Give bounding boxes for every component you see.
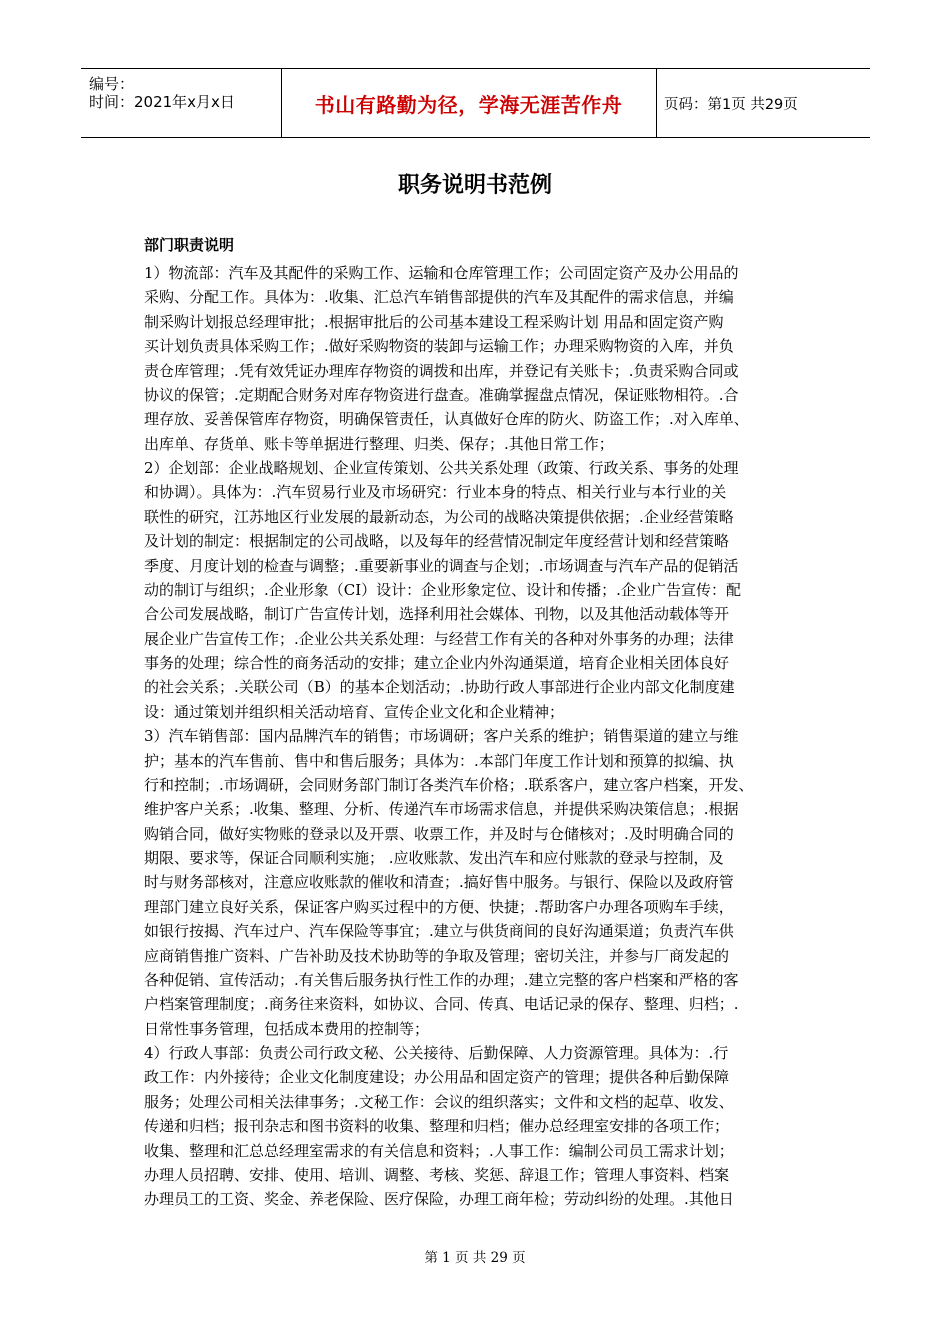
body-text-line: 1）物流部：汽车及其配件的采购工作、运输和仓库管理工作；公司固定资产及办公用品的 [144, 264, 739, 282]
document-body [144, 261, 824, 1212]
body-text-line: 联性的研究，江苏地区行业发展的最新动态，为公司的战略决策提供依据；.企业经营策略 [144, 507, 734, 526]
body-text-line: 护；基本的汽车售前、售中和售后服务；具体为：.本部门年度工作计划和预算的拟编、执 [144, 751, 734, 770]
body-text-line: 收集、整理和汇总总经理室需求的有关信息和资料；.人事工作：编制公司员工需求计划； [144, 1141, 734, 1160]
header-motto: 书山有路勤为径，学海无涯苦作舟 [314, 92, 623, 117]
body-text-line: 办理人员招聘、安排、使用、培训、调整、考核、奖惩、辞退工作；管理人事资料、档案 [144, 1165, 730, 1184]
body-text-line: 时与财务部核对，注意应收账款的催收和清查；.搞好售中服务。与银行、保险以及政府管 [144, 873, 734, 892]
date-label: 时间：2021年x月x日 [89, 93, 235, 111]
body-text-line: 和协调）。具体为：.汽车贸易行业及市场研究：行业本身的特点、相关行业与本行业的关 [144, 483, 727, 502]
body-text-line: 日常性事务管理，包括成本费用的控制等； [144, 1019, 430, 1038]
body-text-line: 购销合同，做好实物账的登录以及开票、收票工作，并及时与仓储核对；.及时明确合同的 [144, 824, 734, 843]
body-text-line: 各种促销、宣传活动；.有关售后服务执行性工作的办理；.建立完整的客户档案和严格的客 [144, 970, 739, 989]
document-title: 职务说明书范例 [397, 173, 552, 198]
body-text-line: 责仓库管理；.凭有效凭证办理库存物资的调拨和出库，并登记有关账卡；.负责采购合同或 [144, 361, 739, 380]
body-text-line: 理存放、妥善保管库存物资，明确保管责任，认真做好仓库的防火、防盗工作；.对入库单、 [144, 410, 749, 429]
body-text-line: 应商销售推广资料、广告补助及技术协助等的争取及管理；密切关注，并参与厂商发起的 [144, 946, 730, 965]
body-text-line: 协议的保管；.定期配合财务对库存物资进行盘查。准确掌握盘点情况，保证账物相符。.合 [144, 385, 739, 404]
body-text-line: 2）企划部：企业战略规划、企业宣传策划、公共关系处理（政策、行政关系、事务的处理 [144, 459, 739, 477]
body-text-line: 服务；处理公司相关法律事务；.文秘工作：会议的组织落实；文件和文档的起草、收发、 [144, 1092, 734, 1111]
page-footer: 第 1 页 共 29 页 [424, 1250, 526, 1266]
body-text-line: 采购、分配工作。具体为：.收集、汇总汽车销售部提供的汽车及其配件的需求信息，并编 [144, 288, 734, 307]
header-motto-cell [281, 69, 657, 137]
body-text-line: 出库单、存货单、账卡等单据进行整理、归类、保存；.其他日常工作； [144, 434, 614, 453]
page-header [81, 68, 870, 138]
header-meta-cell [81, 69, 282, 137]
body-text-line: 的社会关系；.关联公司（B）的基本企划活动；.协助行政人事部进行企业内部文化制度建 [144, 678, 735, 697]
body-text-line: 3）汽车销售部：国内品牌汽车的销售；市场调研；客户关系的维护；销售渠道的建立与维 [144, 727, 739, 746]
body-text-line: 季度、月度计划的检查与调整；.重要新事业的调查与企划；.市场调查与汽车产品的促销活 [144, 556, 739, 575]
body-text-line: 4）行政人事部：负责公司行政文秘、公关接待、后勤保障、人力资源管理。具体为：.行 [144, 1044, 729, 1062]
body-text-line: 设：通过策划并组织相关活动培育、宣传企业文化和企业精神； [144, 702, 565, 721]
body-text-line: 及计划的制定：根据制定的公司战略，以及每年的经营情况制定年度经营计划和经营策略 [144, 532, 730, 551]
body-text-line: 期限、要求等，保证合同顺利实施； .应收账款、发出汽车和应付账款的登录与控制，及 [144, 849, 724, 867]
header-page-info: 页码：第1页 共29页 [664, 96, 798, 113]
body-text-line: 展企业广告宣传工作；.企业公共关系处理：与经营工作有关的各种对外事务的办理；法律 [144, 629, 734, 648]
body-text-line: 传递和归档；报刊杂志和图书资料的收集、整理和归档；催办总经理室安排的各项工作； [144, 1117, 730, 1136]
body-text-line: 行和控制；.市场调研，会同财务部门制订各类汽车价格；.联系客户，建立客户档案，开发、 [144, 775, 754, 794]
body-text-line: 合公司发展战略，制订广告宣传计划，选择利用社会媒体、刊物，以及其他活动载体等开 [144, 605, 730, 624]
body-text-line: 如银行按揭、汽车过户、汽车保险等事宜；.建立与供货商间的良好沟通渠道；负责汽车供 [144, 922, 734, 941]
body-text-line: 政工作：内外接待；企业文化制度建设；办公用品和固定资产的管理；提供各种后勤保障 [144, 1068, 730, 1087]
body-text-line: 事务的处理；综合性的商务活动的安排；建立企业内外沟通渠道，培育企业相关团体良好 [144, 654, 730, 672]
header-page-cell [656, 69, 870, 137]
body-text-line: 动的制订与组织；.企业形象（CI）设计：企业形象定位、设计和传播；.企业广告宣传：配 [144, 580, 741, 599]
section-heading: 部门职责说明 [144, 236, 235, 254]
body-text-line: 制采购计划报总经理审批；.根据审批后的公司基本建设工程采购计划 用品和固定资产购 [144, 312, 724, 331]
body-text-line: 办理员工的工资、奖金、养老保险、医疗保险，办理工商年检；劳动纠纷的处理。.其他日 [144, 1190, 734, 1209]
body-text-line: 户档案管理制度；.商务往来资料，如协议、合同、传真、电话记录的保存、整理、归档；. [144, 995, 739, 1014]
body-text-line: 维护客户关系；.收集、整理、分析、传递汽车市场需求信息，并提供采购决策信息；.根据 [144, 800, 739, 819]
body-text-line: 买计划负责具体采购工作；.做好采购物资的装卸与运输工作；办理采购物资的入库，并负 [144, 337, 734, 356]
body-text-line: 理部门建立良好关系，保证客户购买过程中的方便、快捷；.帮助客户办理各项购车手续， [144, 897, 734, 916]
serial-number-label: 编号： [89, 75, 135, 93]
